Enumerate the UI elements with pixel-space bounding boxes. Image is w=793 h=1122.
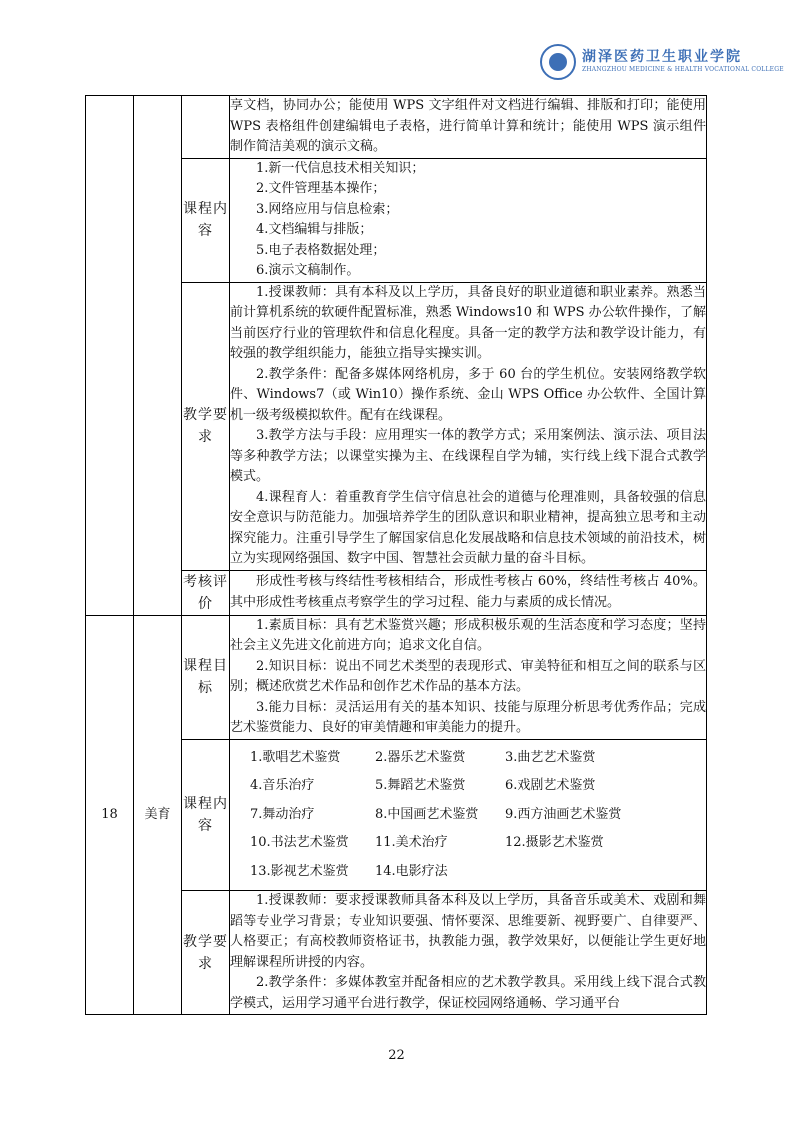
content-grid [230,742,706,889]
content-cell [230,891,707,1015]
table-row [86,615,707,739]
college-emblem-icon [540,44,576,80]
grid-item: 13.影视艺术鉴赏 [250,863,349,879]
label-assessment: 考核评价 [182,570,230,615]
grid-item: 7.舞动治疗 [250,806,315,822]
continued-text: 享文档，协同办公；能使用 WPS 文字组件对文档进行编辑、排版和打印；能使用 WPS 表格组件创建编辑电子表格，进行简单计算和统计；能使用 WPS 演示组件制作简洁美观的演示文稿。 [230,98,706,154]
paragraph: 1.素质目标：具有艺术鉴赏兴趣；形成积极乐观的生活态度和学习态度；坚持社会主义先进文化前进方向；追求文化自信。 [230,617,706,653]
page-number: 22 [388,1048,405,1063]
label-course-goals: 课程目标 [182,615,230,739]
content-cell [230,739,707,891]
grid-item: 6.戏剧艺术鉴赏 [505,778,596,793]
list-item: 2.文件管理基本操作； [256,181,386,196]
paragraph: 3.教学方法与手段：应用理实一体的教学方式；采用案例法、演示法、项目法等多种教学方法；以课堂实操为主、在线课程自学为辅，实行线上线下混合式教学模式。 [230,428,706,484]
paragraph: 1.授课教师：要求授课教师具备本科及以上学历，具备音乐或美术、戏剧和舞蹈等专业学习背景；专业知识要强、情怀要深、思维要新、视野要广、自律要严、人格要正；有高校教师资格证书，执教能力强，教学效果好，以便能让学生更好地理解课程所讲授的内容。 [230,893,706,970]
course-number-cell [86,96,134,616]
grid-item: 1.歌唱艺术鉴赏 [250,749,341,765]
list-item: 5.电子表格数据处理； [256,242,386,258]
college-logo [540,44,784,84]
course-number: 18 [86,615,134,1015]
content-cell [230,158,707,282]
grid-item: 12.摄影艺术鉴赏 [505,835,604,850]
grid-item: 10.书法艺术鉴赏 [250,835,349,850]
label-teaching-requirements: 教学要求 [182,282,230,570]
paragraph: 1.授课教师：具有本科及以上学历，具备良好的职业道德和职业素养。熟悉当前计算机系统的软硬件配置标准，熟悉 Windows10 和 WPS 办公软件操作，了解当前医疗行业的管理软件和信息化程度。具备一定的教学方法和教学设计能力，有较强的教学组织能力，能独立指导实操实训。 [230,284,706,361]
course-name-cell [134,96,182,616]
grid-item: 2.器乐艺术鉴赏 [375,749,466,765]
course-name: 美育 [134,615,182,1015]
list-item: 4.文档编辑与排版； [256,222,373,237]
grid-item: 8.中国画艺术鉴赏 [375,806,479,822]
content-cell [230,96,707,159]
paragraph: 2.教学条件：多媒体教室并配备相应的艺术教学教具。采用线上线下混合式教学模式，运用学习通平台进行教学，保证校园网络通畅、学习通平台 [230,975,706,1011]
paragraph: 3.能力目标：灵活运用有关的基本知识、技能与原理分析思考优秀作品；完成艺术鉴赏能力、良好的审美情趣和审美能力的提升。 [230,699,706,735]
paragraph: 2.知识目标：说出不同艺术类型的表现形式、审美特征和相互之间的联系与区别；概述欣赏艺术作品和创作艺术作品的基本方法。 [230,658,706,694]
content-cell [230,570,707,615]
grid-item: 11.美术治疗 [375,835,448,850]
logo-name-en: ZHANGZHOU MEDICINE & HEALTH VOCATIONAL COLLEGE [582,66,784,73]
table-row [86,96,707,159]
grid-item: 5.舞蹈艺术鉴赏 [375,778,466,793]
label-course-content: 课程内容 [182,739,230,891]
grid-item: 9.西方油画艺术鉴赏 [505,806,622,822]
paragraph: 4.课程育人：着重教育学生信守信息社会的道德与伦理准则，具备较强的信息安全意识与防范能力。加强培养学生的团队意识和职业精神，提高独立思考和主动探究能力。注重引导学生了解国家信息化发展战略和信息技术领域的前沿技术，树立为实现网络强国、数字中国、智慧社会贡献力量的奋斗目标。 [230,489,706,566]
label-course-content: 课程内容 [182,158,230,282]
list-item: 6.演示文稿制作。 [256,263,360,278]
grid-item: 3.曲艺艺术鉴赏 [505,749,596,765]
label-cell [182,96,230,159]
grid-item: 4.音乐治疗 [250,778,315,793]
content-cell [230,282,707,570]
paragraph: 2.教学条件：配备多媒体网络机房，多于 60 台的学生机位。安装网络教学软件、Windows7（或 Win10）操作系统、金山 WPS Office 办公软件、全国计算机一级考级模拟软件。配有在线课程。 [230,366,706,423]
content-cell [230,615,707,739]
paragraph: 形成性考核与终结性考核相结合，形成性考核占 60%，终结性考核占 40%。其中形成性考核重点考察学生的学习过程、能力与素质的成长情况。 [230,574,706,610]
label-teaching-requirements: 教学要求 [182,891,230,1015]
grid-item: 14.电影疗法 [375,863,448,879]
list-item: 3.网络应用与信息检索； [256,201,399,217]
curriculum-table [85,95,707,1015]
list-item: 1.新一代信息技术相关知识； [256,160,425,176]
logo-name-cn: 湖泽医药卫生职业学院 [582,49,742,65]
